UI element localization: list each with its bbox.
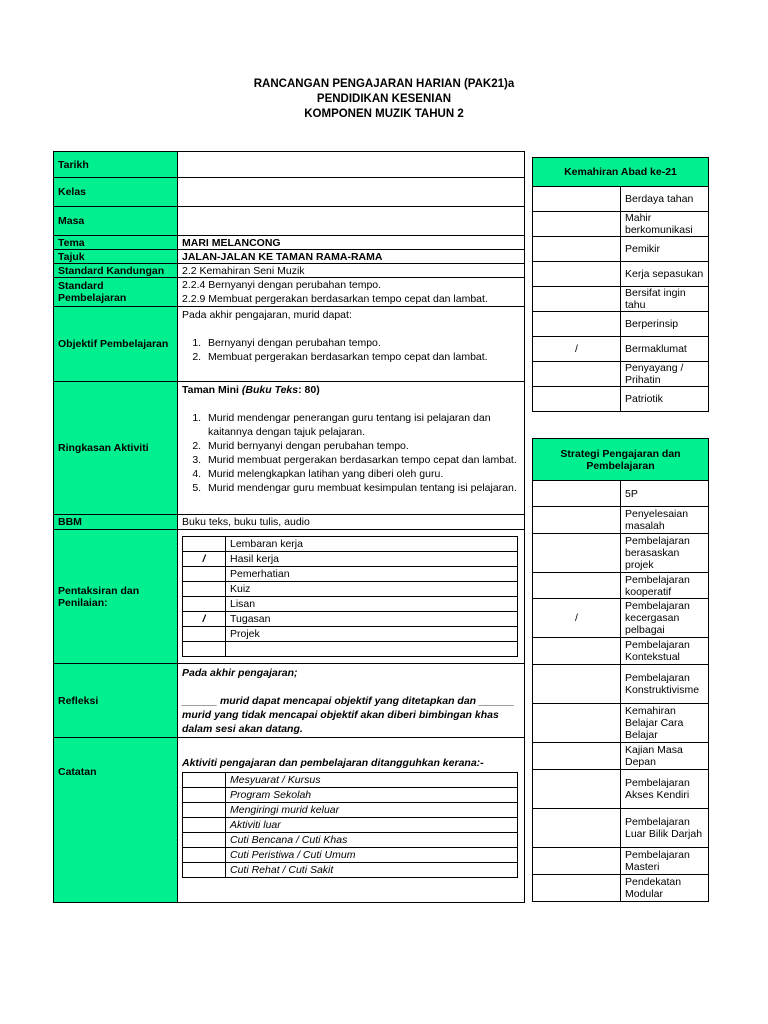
table-row <box>533 312 709 337</box>
table-row <box>533 743 709 770</box>
table-row <box>183 627 518 642</box>
sp-item-2: 2.2.9 Membuat pergerakan berdasarkan tempo cepat dan lambat. <box>182 293 488 305</box>
label-bbm: BBM <box>54 515 178 530</box>
kemahiran-table <box>532 157 709 412</box>
skill-label: Patriotik <box>621 387 709 412</box>
reason-label: Mengiringi murid keluar <box>226 803 518 818</box>
masa-field[interactable] <box>178 207 525 236</box>
table-row <box>183 788 518 803</box>
assessment-label: Projek <box>226 627 518 642</box>
check-cell[interactable] <box>183 627 226 642</box>
check-cell[interactable] <box>533 287 621 312</box>
table-row <box>533 534 709 573</box>
check-cell[interactable]: / <box>533 599 621 638</box>
check-cell[interactable] <box>533 848 621 875</box>
skill-label: Kerja sepasukan <box>621 262 709 287</box>
label-masa: Masa <box>54 207 178 236</box>
assessment-label: Tugasan <box>226 612 518 627</box>
refleksi-line-2: ______ murid dapat mencapai objektif yang ditetapkan dan ______ murid yang tidak mencapai objektif akan diberi bimbingan khas dalam sesi akan datang. <box>182 695 515 735</box>
assessment-label: Kuiz <box>226 582 518 597</box>
label-tema: Tema <box>54 236 178 250</box>
refleksi-value <box>178 664 525 738</box>
table-row <box>183 833 518 848</box>
assessment-label: Lembaran kerja <box>226 537 518 552</box>
label-kelas: Kelas <box>54 178 178 207</box>
table-row <box>183 597 518 612</box>
reason-label: Aktiviti luar <box>226 818 518 833</box>
table-row <box>533 875 709 902</box>
table-row <box>183 552 518 567</box>
table-row <box>533 704 709 743</box>
skill-label: Berperinsip <box>621 312 709 337</box>
check-cell[interactable] <box>533 187 621 212</box>
ringkasan-title-text: Taman Mini <box>182 384 242 396</box>
check-cell[interactable] <box>183 833 226 848</box>
check-cell[interactable] <box>183 582 226 597</box>
table-row <box>533 187 709 212</box>
table-row <box>533 237 709 262</box>
table-row <box>183 567 518 582</box>
strategy-label: Pembelajaran berasaskan projek <box>621 534 709 573</box>
assessment-label: Lisan <box>226 597 518 612</box>
list-item: 2. Membuat pergerakan berdasarkan tempo cepat dan lambat. <box>204 350 520 364</box>
label-objektif: Objektif Pembelajaran <box>54 307 178 382</box>
check-cell[interactable] <box>533 665 621 704</box>
check-cell[interactable] <box>533 481 621 507</box>
table-row <box>533 573 709 599</box>
table-row <box>183 582 518 597</box>
check-cell[interactable]: / <box>183 552 226 567</box>
kemahiran-title: Kemahiran Abad ke-21 <box>533 158 709 187</box>
label-pentaksiran: Pentaksiran dan Penilaian: <box>54 530 178 664</box>
check-cell[interactable] <box>533 809 621 848</box>
assessment-label <box>226 642 518 657</box>
lesson-plan-table <box>53 151 525 903</box>
strategy-label: Pembelajaran kecergasan pelbagai <box>621 599 709 638</box>
bbm-value: Buku teks, buku tulis, audio <box>178 515 525 530</box>
check-cell[interactable] <box>183 773 226 788</box>
list-item: 5. Murid mendengar guru membuat kesimpulan tentang isi pelajaran. <box>204 481 520 495</box>
check-cell[interactable]: / <box>533 337 621 362</box>
strategy-label: Pembelajaran kooperatif <box>621 573 709 599</box>
check-cell[interactable] <box>533 212 621 237</box>
check-cell[interactable] <box>533 362 621 387</box>
check-cell[interactable] <box>183 537 226 552</box>
table-row <box>533 770 709 809</box>
table-row <box>183 537 518 552</box>
skill-label: Mahir berkomunikasi <box>621 212 709 237</box>
table-row <box>183 642 518 657</box>
header-line-3: KOMPONEN MUZIK TAHUN 2 <box>304 108 464 120</box>
check-cell[interactable] <box>183 597 226 612</box>
strategi-title: Strategi Pengajaran dan Pembelajaran <box>533 439 709 481</box>
standard-kandungan-value: 2.2 Kemahiran Seni Muzik <box>178 264 525 278</box>
pentaksiran-table <box>182 536 518 657</box>
reason-label: Cuti Bencana / Cuti Khas <box>226 833 518 848</box>
table-row <box>533 481 709 507</box>
strategy-label: Pendekatan Modular <box>621 875 709 902</box>
reason-label: Program Sekolah <box>226 788 518 803</box>
check-cell[interactable] <box>533 237 621 262</box>
check-cell[interactable] <box>533 704 621 743</box>
strategy-label: Pembelajaran Konstruktivisme <box>621 665 709 704</box>
reason-label: Cuti Rehat / Cuti Sakit <box>226 863 518 878</box>
table-row <box>533 337 709 362</box>
table-row <box>533 507 709 534</box>
table-row <box>183 803 518 818</box>
label-refleksi: Refleksi <box>54 664 178 738</box>
strategi-table <box>532 438 709 902</box>
skill-label: Bersifat ingin tahu <box>621 287 709 312</box>
tarikh-field[interactable] <box>178 152 525 178</box>
check-cell[interactable] <box>183 863 226 878</box>
strategy-label: Kemahiran Belajar Cara Belajar <box>621 704 709 743</box>
strategy-label: 5P <box>621 481 709 507</box>
header-line-2: PENDIDIKAN KESENIAN <box>316 93 452 105</box>
sp-item-1: 2.2.4 Bernyanyi dengan perubahan tempo. <box>182 279 382 291</box>
strategy-label: Pembelajaran Masteri <box>621 848 709 875</box>
assessment-label: Pemerhatian <box>226 567 518 582</box>
pentaksiran-value <box>178 530 525 664</box>
reason-label: Mesyuarat / Kursus <box>226 773 518 788</box>
ringkasan-value <box>178 382 525 515</box>
table-row <box>533 665 709 704</box>
catatan-intro: Aktiviti pengajaran dan pembelajaran ditangguhkan kerana:- <box>182 757 484 769</box>
table-row <box>183 863 518 878</box>
list-item: 4. Murid melengkapkan latihan yang diberi oleh guru. <box>204 467 520 481</box>
label-tarikh: Tarikh <box>54 152 178 178</box>
label-catatan: Catatan <box>54 738 178 903</box>
strategy-label: Kajian Masa Depan <box>621 743 709 770</box>
reason-label: Cuti Peristiwa / Cuti Umum <box>226 848 518 863</box>
table-row <box>183 848 518 863</box>
tajuk-value: JALAN-JALAN KE TAMAN RAMA-RAMA <box>178 250 525 264</box>
list-item: 2. Murid bernyanyi dengan perubahan tempo. <box>204 439 520 453</box>
kelas-field[interactable] <box>178 178 525 207</box>
standard-pembelajaran-value <box>178 278 525 307</box>
tema-value: MARI MELANCONG <box>178 236 525 250</box>
table-row <box>533 599 709 638</box>
ringkasan-list <box>182 411 520 495</box>
refleksi-line-1: Pada akhir pengajaran; <box>182 667 298 679</box>
table-row <box>533 212 709 237</box>
check-cell[interactable] <box>533 387 621 412</box>
check-cell[interactable] <box>533 638 621 665</box>
list-item: 1. Murid mendengar penerangan guru tentang isi pelajaran dan kaitannya dengan tajuk pelajaran. <box>204 411 520 439</box>
check-cell[interactable] <box>183 818 226 833</box>
check-cell[interactable]: / <box>183 612 226 627</box>
check-cell[interactable] <box>533 534 621 573</box>
list-item: 3. Murid membuat pergerakan berdasarkan tempo cepat dan lambat. <box>204 453 520 467</box>
check-cell[interactable] <box>183 803 226 818</box>
strategy-label: Pembelajaran Luar Bilik Darjah <box>621 809 709 848</box>
ringkasan-title <box>182 383 520 397</box>
check-cell[interactable] <box>533 312 621 337</box>
skill-label: Berdaya tahan <box>621 187 709 212</box>
check-cell[interactable] <box>183 642 226 657</box>
table-row <box>533 638 709 665</box>
table-row <box>183 773 518 788</box>
strategy-label: Pembelajaran Kontekstual <box>621 638 709 665</box>
skill-label: Penyayang / Prihatin <box>621 362 709 387</box>
objektif-intro: Pada akhir pengajaran, murid dapat: <box>182 309 352 321</box>
list-item: 1. Bernyanyi dengan perubahan tempo. <box>204 336 520 350</box>
table-row <box>533 809 709 848</box>
ringkasan-book: (Buku Teks <box>241 384 299 396</box>
check-cell[interactable] <box>533 573 621 599</box>
check-cell[interactable] <box>183 848 226 863</box>
table-row <box>533 387 709 412</box>
table-row <box>183 818 518 833</box>
table-row <box>533 848 709 875</box>
check-cell[interactable] <box>183 788 226 803</box>
check-cell[interactable] <box>533 262 621 287</box>
check-cell[interactable] <box>533 507 621 534</box>
label-ringkasan: Ringkasan Aktiviti <box>54 382 178 515</box>
check-cell[interactable] <box>533 875 621 902</box>
table-row <box>533 362 709 387</box>
skill-label: Pemikir <box>621 237 709 262</box>
strategy-label: Penyelesaian masalah <box>621 507 709 534</box>
check-cell[interactable] <box>533 743 621 770</box>
table-row <box>533 262 709 287</box>
table-row <box>183 612 518 627</box>
strategy-label: Pembelajaran Akses Kendiri <box>621 770 709 809</box>
table-row <box>533 287 709 312</box>
catatan-table <box>182 772 518 878</box>
ringkasan-page: : 80) <box>298 384 320 396</box>
check-cell[interactable] <box>533 770 621 809</box>
objektif-value <box>178 307 525 382</box>
label-standard-pembelajaran: Standard Pembelajaran <box>54 278 178 307</box>
label-tajuk: Tajuk <box>54 250 178 264</box>
header-line-1: RANCANGAN PENGAJARAN HARIAN (PAK21)a <box>253 78 515 90</box>
skill-label: Bermaklumat <box>621 337 709 362</box>
assessment-label: Hasil kerja <box>226 552 518 567</box>
objektif-list <box>182 336 520 364</box>
catatan-value <box>178 738 525 903</box>
check-cell[interactable] <box>183 567 226 582</box>
label-standard-kandungan: Standard Kandungan <box>54 264 178 278</box>
